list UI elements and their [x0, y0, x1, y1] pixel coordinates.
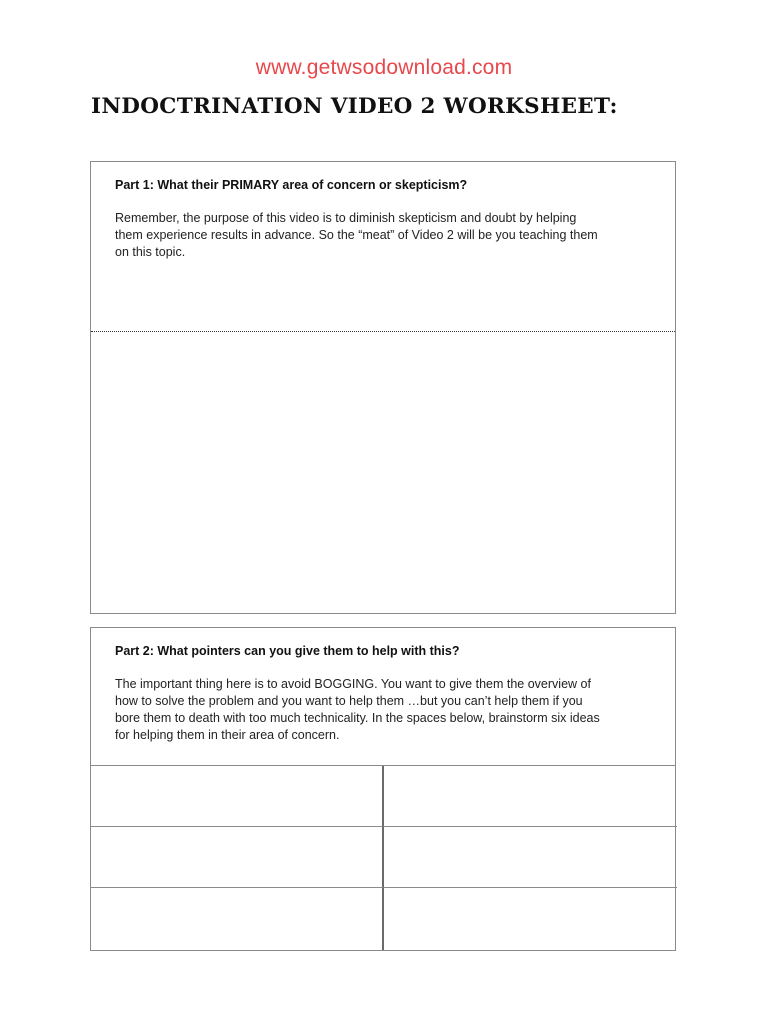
idea-cell-2[interactable] [384, 766, 677, 827]
idea-cell-4[interactable] [384, 827, 677, 888]
part1-section [90, 161, 676, 614]
part1-body-line: on this topic. [115, 245, 186, 259]
ideas-grid [91, 765, 675, 951]
idea-cell-6[interactable] [384, 888, 677, 950]
part1-body [115, 210, 655, 261]
idea-cell-5[interactable] [91, 888, 384, 950]
part1-body-line: them experience results in advance. So the “meat” of Video 2 will be you teaching them [115, 228, 598, 242]
part1-answer-area[interactable] [91, 332, 675, 614]
part2-body-line: bore them to death with too much technicality. In the spaces below, brainstorm six ideas [115, 711, 600, 725]
part2-heading: Part 2: What pointers can you give them to help with this? [115, 644, 460, 658]
part1-heading: Part 1: What their PRIMARY area of concern or skepticism? [115, 178, 468, 192]
part2-body-line: for helping them in their area of concern. [115, 728, 340, 742]
idea-cell-1[interactable] [91, 766, 384, 827]
part2-section [90, 627, 676, 951]
part2-body-line: how to solve the problem and you want to help them …but you can’t help them if you [115, 694, 583, 708]
watermark-url: www.getwsodownload.com [255, 56, 513, 79]
idea-cell-3[interactable] [91, 827, 384, 888]
part1-body-line: Remember, the purpose of this video is to diminish skepticism and doubt by helping [115, 211, 577, 225]
part2-body-line: The important thing here is to avoid BOGGING. You want to give them the overview of [115, 677, 591, 691]
part2-body [115, 676, 655, 744]
page-title: INDOCTRINATION VIDEO 2 WORKSHEET: [91, 94, 618, 119]
